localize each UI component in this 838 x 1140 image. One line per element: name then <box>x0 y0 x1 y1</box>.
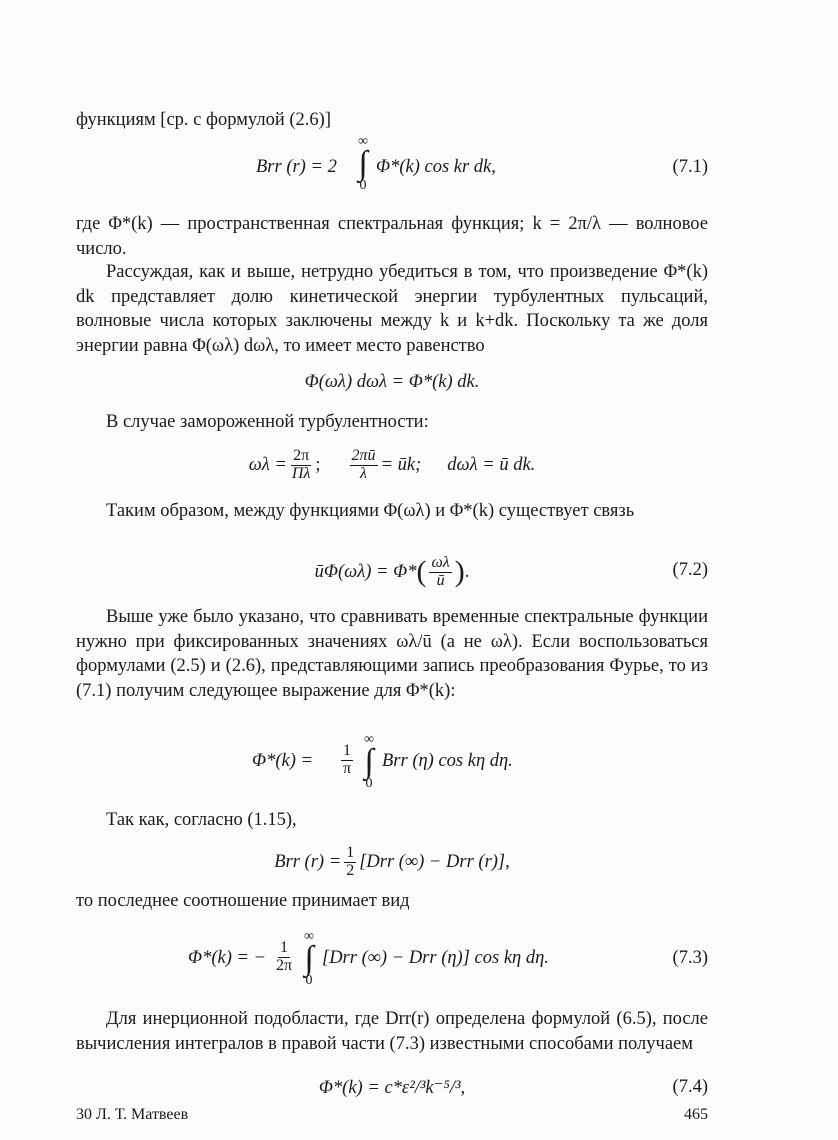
eq-frozen-b-rhs: = ūk; <box>380 454 422 475</box>
eq-frozen-a-lhs: ωλ = <box>248 454 287 475</box>
fraction-1-over-pi: $\frac{1}{\pi}$ <box>343 742 352 777</box>
equation-brr <box>76 842 708 882</box>
integral-lower-limit: 0 <box>359 178 367 193</box>
eq1-integrand: Φ*(k) cos kr dk, <box>376 157 496 177</box>
eq-equality-text: Φ(ωλ) dωλ = Φ*(k) dk. <box>304 371 480 392</box>
paragraph-frozen: В случае замороженной турбулентности: <box>106 412 429 432</box>
equation-frozen: ωλ = $\frac{2\pi}{\Pi\lambda}$ ; $\frac{2\pi ū}{\lambda}$ = ūk; dωλ = ū dk. <box>248 446 536 482</box>
integral-sign: ∞ ∫ 0 <box>364 732 374 791</box>
eq-brr-lhs: Brr (r) = <box>274 851 342 872</box>
eq-phi-lhs: Φ*(k) = <box>252 751 313 771</box>
eq4-expr: Φ*(k) = c*ε²/³k⁻⁵/³, <box>318 1078 466 1098</box>
equation-number-7-3: (7.3) <box>672 948 708 968</box>
fraction-1-over-2pi: $\frac{1}{2\pi}$ <box>276 939 293 974</box>
equation-number-7-4: (7.4) <box>672 1077 708 1097</box>
eq3-lhs: Φ*(k) = − <box>188 948 267 968</box>
eq3-integrand: [Drr (∞) − Drr (η)] cos kη dη. <box>322 948 549 968</box>
equation-7-3 <box>76 929 708 988</box>
paragraph-fourier: Выше уже было указано, что сравнивать временные спектральные функции нужно при фиксированных значениях ωλ/ū (а не ωλ). Если воспользоваться формулами (2.5) и (2.6), представляющими запись преобразования Фурье, то из (7.1) получим следующее выражение для Φ*(k): <box>76 607 708 701</box>
paragraph-then: то последнее соотношение принимает вид <box>76 891 410 911</box>
integral-sign: ∞ ∫ 0 <box>358 134 368 193</box>
equation-number-7-1: (7.1) <box>672 157 708 177</box>
paragraph-inertial: Для инерционной подобласти, где Drr(r) определена формулой (6.5), после вычисления интегралов в правой части (7.3) известными способами получаем <box>76 1009 708 1054</box>
paragraph-intro: функциям [ср. с формулой (2.6)] <box>76 110 331 130</box>
eq2-lhs: ūΦ(ωλ) = Φ* <box>314 561 417 582</box>
page-number: 465 <box>684 1106 708 1123</box>
fraction-2piu-over-lambda: $\frac{2\pi ū}{\lambda}$ <box>351 446 376 482</box>
equation-7-1 <box>76 134 708 193</box>
equation-7-4 <box>76 1073 708 1103</box>
equation-phi-star <box>76 732 708 791</box>
integral-sign: ∞ ∫ 0 <box>304 929 314 988</box>
equation-number-7-2: (7.2) <box>672 560 708 580</box>
eq-phi-integrand: Brr (η) cos kη dη. <box>382 751 513 771</box>
equation-equality <box>76 367 708 397</box>
fraction-omega-over-u: $\frac{\omega\lambda}{ū}$ <box>431 553 450 589</box>
paragraph-relation: Таким образом, между функциями Φ(ωλ) и Φ*(k) существует связь <box>106 501 635 521</box>
fraction-2pi-over-pi-lambda: $\frac{2\pi}{\Pi\lambda}$ <box>291 446 311 482</box>
fraction-1-over-2: $\frac{1}{2}$ <box>346 843 355 879</box>
eq-brr-rhs: [Drr (∞) − Drr (r)], <box>359 851 510 872</box>
equation-7-2: ūΦ(ωλ) = Φ* ( $\frac{\omega\lambda}{ū}$ ) . (7.2) <box>314 553 708 589</box>
paragraph-definition: где Φ*(k) — пространственная спектральная функция; k = 2π/λ — волновое число. <box>76 214 708 259</box>
footer-signature: 30 Л. Т. Матвеев <box>76 1106 189 1123</box>
eq-frozen-c: dωλ = ū dk. <box>447 454 536 475</box>
eq1-lhs: Brr (r) = 2 <box>256 157 337 177</box>
integral-upper-limit: ∞ <box>358 134 368 149</box>
page-footer <box>76 1106 708 1124</box>
paragraph-since: Так как, согласно (1.15), <box>106 810 297 830</box>
paragraph-reasoning: Рассуждая, как и выше, нетрудно убедиться в том, что произведение Φ*(k) dk представляет долю кинетической энергии турбулентных пульсаций, волновые числа которых заключены между k и k+dk. Поскольку та же доля энергии равна Φ(ωλ) dωλ, то имеет место равенство <box>76 262 708 356</box>
